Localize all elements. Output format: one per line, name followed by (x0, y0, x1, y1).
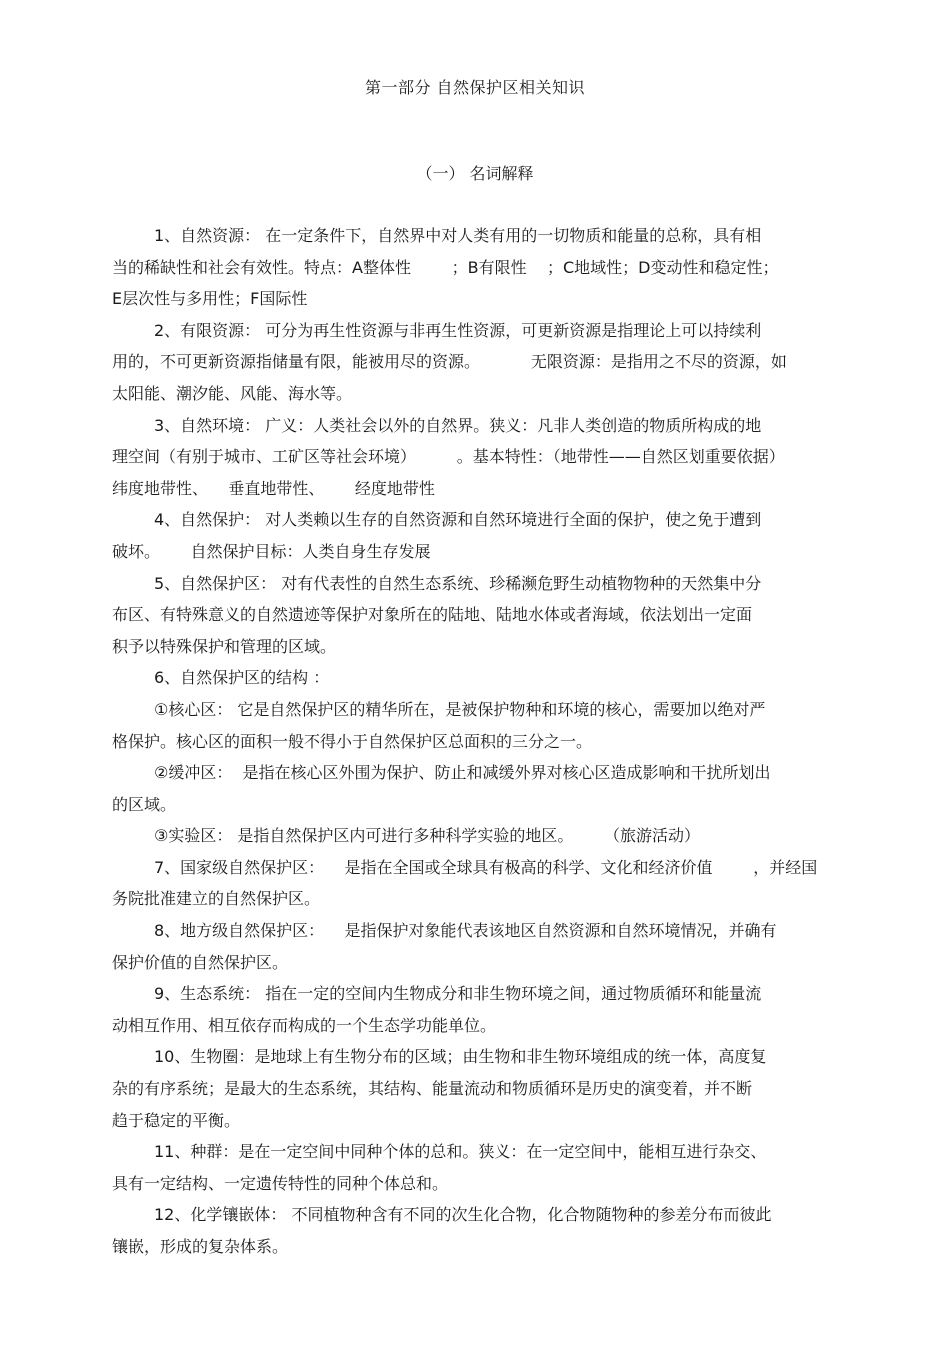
page-title: 第一部分 自然保护区相关知识 (364, 78, 586, 97)
paragraph-line: 8、地方级自然保护区： 是指保护对象能代表该地区自然资源和自然环境情况，并确有 (154, 921, 777, 941)
paragraph-line: 12、化学镶嵌体： 不同植物种含有不同的次生化合物，化合物随物种的参差分布而彼此 (154, 1205, 772, 1225)
paragraph-line: 务院批准建立的自然保护区。 (112, 889, 321, 909)
definition-paragraph (112, 568, 882, 663)
definition-paragraph (112, 504, 882, 567)
definition-paragraph (112, 915, 882, 978)
definition-paragraph (112, 852, 882, 915)
paragraph-line: 破坏。 自然保护目标：人类自身生存发展 (112, 541, 431, 561)
definition-paragraph (112, 757, 882, 820)
definition-paragraph (112, 410, 882, 505)
paragraph-line: 4、自然保护： 对人类赖以生存的自然资源和自然环境进行全面的保护，使之免于遭到 (154, 510, 762, 530)
definition-paragraph (112, 694, 882, 757)
paragraph-line: ②缓冲区： 是指在核心区外围为保护、防止和减缓外界对核心区造成影响和干扰所划出 (154, 763, 771, 783)
section-heading: （一） 名词解释 (416, 164, 534, 183)
paragraph-line: 纬度地带性、 垂直地带性、 经度地带性 (112, 478, 435, 498)
definition-paragraph (112, 1199, 882, 1262)
definition-paragraph (112, 978, 882, 1041)
paragraph-line: 6、自然保护区的结构 ： (154, 668, 330, 688)
paragraph-line: 11、种群：是在一定空间中同种个体的总和。狭义：在一定空间中，能相互进行杂交、 (154, 1142, 767, 1162)
paragraph-line: 7、国家级自然保护区： 是指在全国或全球具有极高的科学、文化和经济价值 ，并经国 (154, 857, 818, 877)
paragraph-line: E层次性与多用性；F国际性 (112, 289, 308, 309)
paragraph-line: 趋于稳定的平衡。 (112, 1110, 241, 1130)
paragraph-line: 理空间（有别于城市、工矿区等社会环境） 。基本特性：（地带性——自然区划重要依据） (112, 447, 785, 467)
paragraph-line: 10、生物圈：是地球上有生物分布的区域；由生物和非生物环境组成的统一体，高度复 (154, 1047, 767, 1067)
definition-paragraph (112, 315, 882, 410)
paragraph-line: 的区域。 (112, 794, 177, 814)
paragraph-line: 用的，不可更新资源指储量有限，能被用尽的资源。 无限资源：是指用之不尽的资源，如 (112, 352, 787, 372)
definition-paragraph (112, 220, 882, 315)
paragraph-line: 杂的有序系统；是最大的生态系统，其结构、能量流动和物质循环是历史的演变着，并不断 (112, 1079, 753, 1099)
paragraph-line: 太阳能、潮汐能、风能、海水等。 (112, 383, 353, 403)
paragraph-line: 3、自然环境： 广义：人类社会以外的自然界。狭义：凡非人类创造的物质所构成的地 (154, 415, 762, 435)
definition-paragraph (112, 1136, 882, 1199)
paragraph-line: 5、自然保护区： 对有代表性的自然生态系统、珍稀濒危野生动植物物种的天然集中分 (154, 573, 762, 593)
paragraph-line: ③实验区： 是指自然保护区内可进行多种科学实验的地区。 （旅游活动） (154, 826, 700, 846)
paragraph-line: 保护价值的自然保护区。 (112, 952, 289, 972)
definition-paragraph (112, 820, 882, 852)
paragraph-line: 积予以特殊保护和管理的区域。 (112, 636, 337, 656)
paragraph-line: 2、有限资源： 可分为再生性资源与非再生性资源，可更新资源是指理论上可以持续利 (154, 320, 762, 340)
paragraph-line: 镶嵌，形成的复杂体系。 (112, 1237, 289, 1256)
definitions-list (112, 220, 882, 1263)
paragraph-line: 9、生态系统： 指在一定的空间内生物成分和非生物环境之间，通过物质循环和能量流 (154, 984, 762, 1004)
paragraph-line: 具有一定结构、一定遗传特性的同种个体总和。 (112, 1173, 449, 1193)
paragraph-line: ①核心区： 它是自然保护区的精华所在，是被保护物种和环境的核心，需要加以绝对严 (154, 699, 766, 719)
paragraph-line: 动相互作用、相互依存而构成的一个生态学功能单位。 (112, 1015, 497, 1035)
paragraph-line: 1、自然资源： 在一定条件下，自然界中对人类有用的一切物质和能量的总称，具有相 (154, 226, 762, 245)
definition-paragraph (112, 1041, 882, 1136)
paragraph-line: 布区、有特殊意义的自然遗迹等保护对象所在的陆地、陆地水体或者海域，依法划出一定面 (112, 605, 753, 625)
paragraph-line: 当的稀缺性和社会有效性。特点：A整体性 ；B有限性 ；C地域性；D变动性和稳定性； (112, 257, 779, 277)
definition-paragraph (112, 662, 882, 694)
paragraph-line: 格保护。核心区的面积一般不得小于自然保护区总面积的三分之一。 (112, 731, 593, 751)
